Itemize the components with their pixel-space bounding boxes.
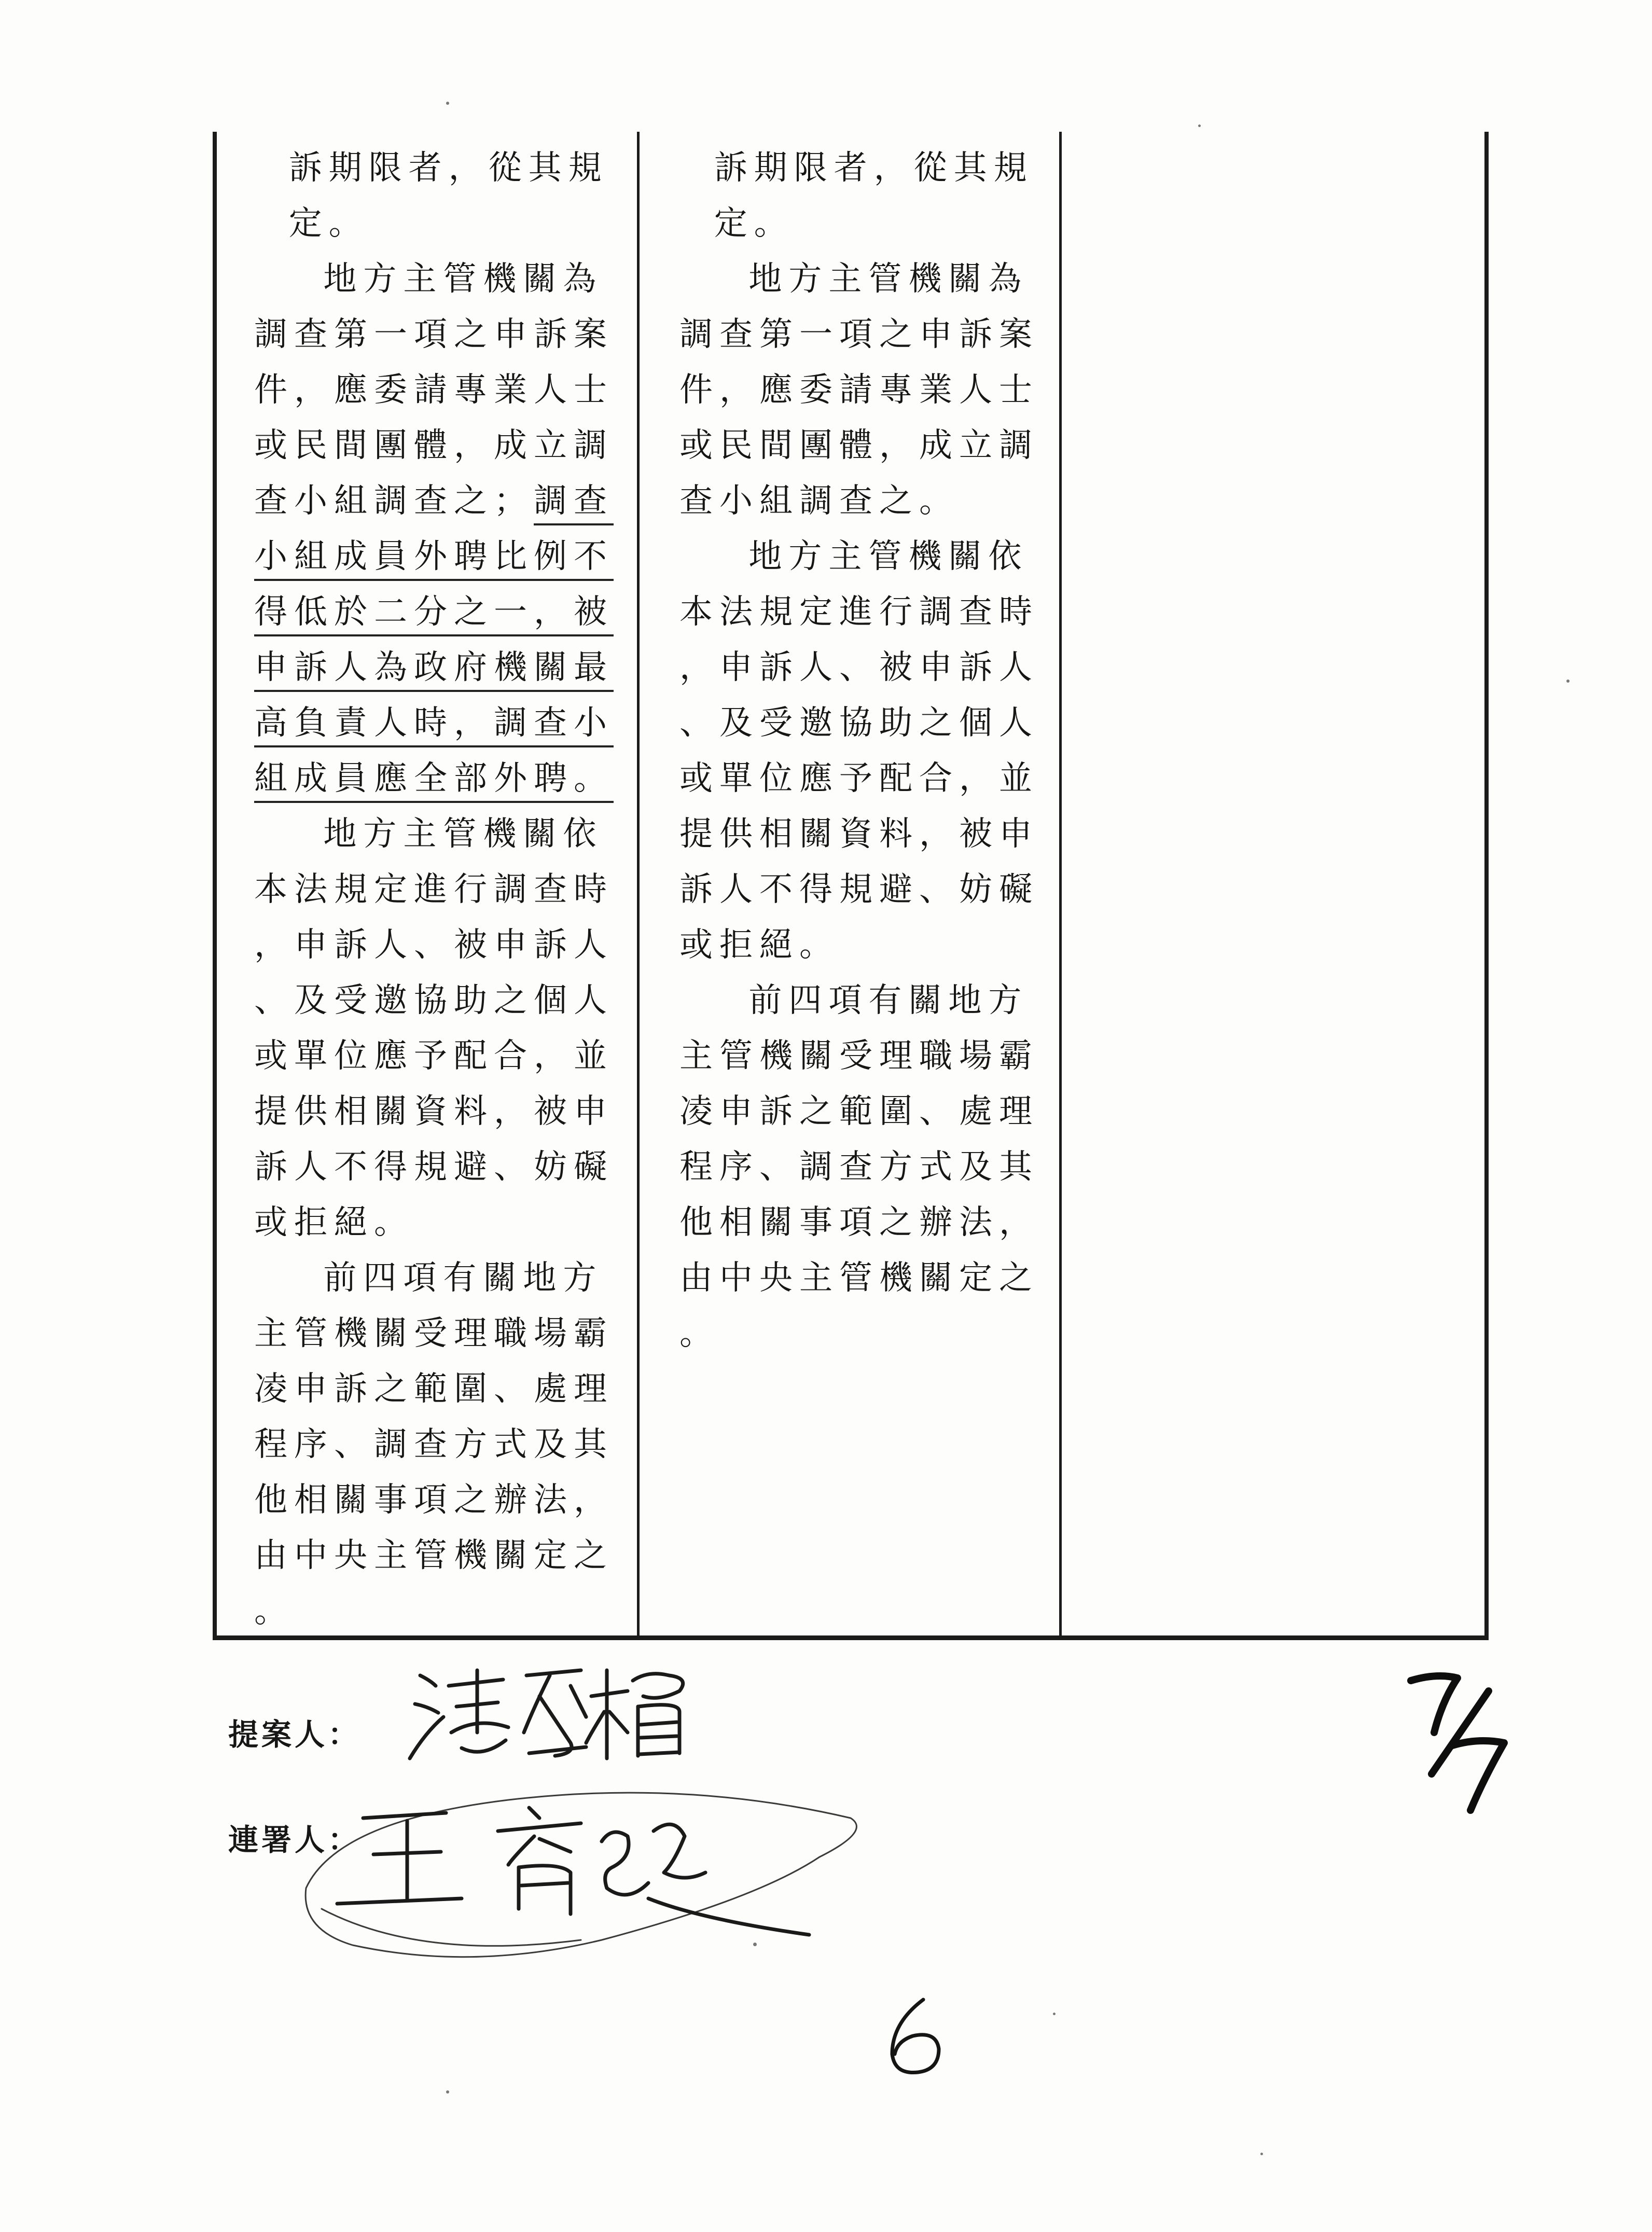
text-line xyxy=(679,817,1039,851)
text-line-content: 程序、調查方式及其 xyxy=(679,1148,1039,1186)
text-line xyxy=(254,151,608,185)
text-line xyxy=(254,315,614,354)
text-line xyxy=(679,426,1039,465)
text-line-content: 地方主管機關為 xyxy=(254,260,603,298)
handwritten-page-fraction xyxy=(1400,1660,1520,1826)
text-line xyxy=(254,1039,614,1073)
text-line xyxy=(679,981,1029,1020)
handwritten-page-number xyxy=(882,1992,949,2080)
text-line xyxy=(679,648,1039,687)
text-line xyxy=(679,706,1039,740)
text-line xyxy=(679,1039,1039,1073)
text-line xyxy=(254,1425,614,1464)
text-line xyxy=(254,706,614,740)
text-line-content: 提供相關資料，被申 xyxy=(679,815,1039,853)
text-line xyxy=(254,928,614,962)
text-line-content: 查小組調查之。 xyxy=(679,482,959,520)
table-border-right xyxy=(1484,132,1489,1640)
text-line xyxy=(254,981,614,1020)
text-line-content: 或民間團體，成立調 xyxy=(254,426,614,465)
scan-speck xyxy=(1260,2153,1263,2155)
text-line xyxy=(679,1150,1039,1184)
text-line-content: 前四項有關地方 xyxy=(254,1259,603,1297)
cosigner-label: 連署人： xyxy=(228,1822,362,1857)
text-line-content: 訴人不得規避、妨礙 xyxy=(679,870,1039,909)
text-line-content: ，申訴人、被申訴人 xyxy=(254,926,614,964)
text-line xyxy=(254,373,614,407)
comparison-table xyxy=(213,132,1489,1640)
text-line-content: 高負責人時，調查小 xyxy=(254,704,614,747)
scan-speck xyxy=(1566,680,1570,683)
text-line-content: 由中央主管機關定之 xyxy=(679,1259,1039,1297)
text-line-content: 或拒絕。 xyxy=(254,1203,414,1242)
text-line xyxy=(254,817,603,851)
text-line-content: 凌申訴之範圍、處理 xyxy=(254,1370,614,1408)
text-line-content: 或拒絕。 xyxy=(679,926,839,964)
text-line-content: 程序、調查方式及其 xyxy=(254,1425,614,1464)
table-border-bottom xyxy=(213,1635,1489,1640)
text-line-content: ，申訴人、被申訴人 xyxy=(679,648,1039,687)
text-line-content: 得低於二分之一，被 xyxy=(254,593,614,636)
text-line xyxy=(254,1092,614,1131)
text-line xyxy=(254,262,603,296)
text-line-content: 或單位應予配合，並 xyxy=(254,1037,614,1075)
scan-speck xyxy=(1053,2013,1056,2015)
text-line xyxy=(679,262,1028,296)
text-line xyxy=(254,204,369,243)
text-line-content: 、及受邀協助之個人 xyxy=(679,704,1039,742)
text-line xyxy=(254,1314,614,1353)
column-divider-2 xyxy=(1059,132,1062,1640)
table-border-left xyxy=(213,132,217,1640)
text-line xyxy=(254,484,614,518)
text-line xyxy=(679,928,839,962)
scan-speck xyxy=(446,102,449,105)
text-line-content: 本法規定進行調查時 xyxy=(679,593,1039,631)
text-line xyxy=(254,1536,614,1575)
text-line-content: 、及受邀協助之個人 xyxy=(254,981,614,1020)
text-line xyxy=(679,204,794,243)
text-line xyxy=(679,484,959,518)
text-line-content: 定。 xyxy=(254,204,369,243)
text-line-content: 主管機關受理職場霸 xyxy=(679,1037,1039,1075)
text-line-content: 凌申訴之範圍、處理 xyxy=(679,1092,1039,1131)
text-line xyxy=(254,1203,414,1242)
text-line xyxy=(679,537,1029,576)
text-line xyxy=(254,870,614,909)
text-line xyxy=(679,595,1039,629)
cosigner-signature xyxy=(290,1769,877,1992)
text-line-content: 主管機關受理職場霸 xyxy=(254,1314,614,1353)
text-line-content: 件，應委請專業人士 xyxy=(254,371,614,409)
text-line-content: 件，應委請專業人士 xyxy=(679,371,1039,409)
text-line xyxy=(254,1150,614,1184)
text-line xyxy=(679,373,1039,407)
text-line-content: 前四項有關地方 xyxy=(679,981,1029,1020)
underlined-amendment-text: 調查 xyxy=(534,482,614,525)
text-line-content: 。 xyxy=(679,1314,719,1353)
text-line-content: 訴人不得規避、妨礙 xyxy=(254,1148,614,1186)
text-line xyxy=(254,1592,294,1630)
text-line-content: 或民間團體，成立調 xyxy=(679,426,1039,465)
text-line xyxy=(679,1261,1039,1295)
text-line xyxy=(679,1092,1039,1131)
proposer-signature xyxy=(399,1655,711,1774)
column-divider-1 xyxy=(637,132,640,1640)
text-line xyxy=(254,426,614,465)
text-line-content: 他相關事項之辦法， xyxy=(254,1481,614,1519)
text-line xyxy=(679,315,1039,354)
text-line xyxy=(679,151,1034,185)
scan-speck xyxy=(446,2090,449,2094)
text-line-content: 定。 xyxy=(679,204,794,243)
text-line xyxy=(679,759,1039,798)
text-line xyxy=(254,648,614,687)
text-line xyxy=(254,1261,603,1295)
text-line xyxy=(254,537,614,576)
proposer-label: 提案人： xyxy=(228,1717,362,1752)
text-line-content: 查小組調查之； xyxy=(254,482,534,520)
text-line-content: 。 xyxy=(254,1592,294,1630)
text-line-content: 或單位應予配合，並 xyxy=(679,759,1039,798)
text-line xyxy=(254,759,614,798)
text-line-content: 地方主管機關依 xyxy=(254,815,603,853)
text-line-content: 申訴人為政府機關最 xyxy=(254,648,614,692)
text-line-content: 由中央主管機關定之 xyxy=(254,1536,614,1575)
text-line-content: 調查第一項之申訴案 xyxy=(679,315,1039,354)
text-line-content: 地方主管機關為 xyxy=(679,260,1029,298)
text-line-content: 小組成員外聘比例不 xyxy=(254,537,614,581)
text-line-content: 訴期限者，從其規 xyxy=(679,149,1034,187)
text-line-content: 地方主管機關依 xyxy=(679,537,1029,576)
text-line-content: 調查第一項之申訴案 xyxy=(254,315,614,354)
text-line-content: 訴期限者，從其規 xyxy=(254,149,608,187)
text-line-content: 他相關事項之辦法， xyxy=(679,1203,1039,1242)
text-line-content: 提供相關資料，被申 xyxy=(254,1092,614,1131)
text-line xyxy=(679,1314,719,1353)
scan-speck xyxy=(1198,124,1201,127)
text-line xyxy=(679,870,1039,909)
text-line-content: 本法規定進行調查時 xyxy=(254,870,614,909)
text-line-content: 組成員應全部外聘。 xyxy=(254,759,614,803)
text-line xyxy=(254,1481,614,1519)
text-line xyxy=(254,595,614,629)
text-line xyxy=(254,1370,614,1408)
text-line xyxy=(679,1203,1039,1242)
